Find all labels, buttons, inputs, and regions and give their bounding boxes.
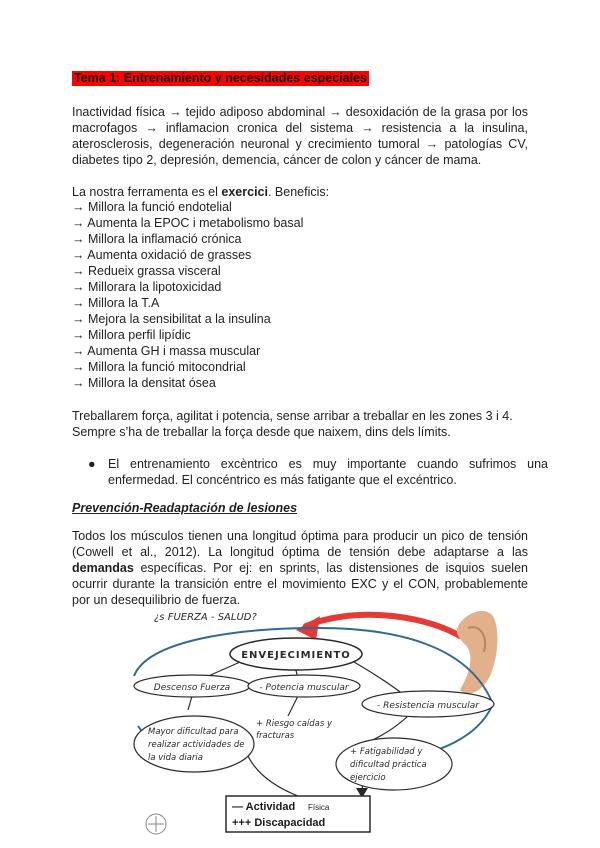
lesiones-after: específicas. Por ej: en sprints, las distensiones de isquios suelen ocurrir durante la transición entre el movimiento EXC y el CON, probablemente por un desequilibrio de fuerza. <box>72 561 528 607</box>
benefits-lead-before: La nostra ferramenta es el <box>72 185 222 199</box>
flexed-arm-icon <box>457 611 498 694</box>
benefits-lead-after: . Beneficis: <box>267 185 330 199</box>
benefit-item: → Millorara la lipotoxicidad <box>72 280 222 294</box>
benefit-item: → Mejora la sensibilitat a la insulina <box>72 312 271 326</box>
center-node-label: ENVEJECIMIENTO <box>241 650 351 661</box>
lesiones-bold: demandas <box>72 561 134 575</box>
intro-paragraph: Inactividad física → tejido adiposo abdominal → desoxidación de la grasa por los macrofagos → inflamacion cronica del sistema → resistencia a la insulina, aterosclerosis, degeneración neuronal y crecimiento tumoral → patologías CV, diabetes tipo 2, depresión, demencia, cáncer de colon y cáncer de mama. <box>72 105 528 167</box>
result-activity-label: — Actividad <box>232 801 296 813</box>
difficulty-line-3: la vida diaria <box>148 753 204 763</box>
diagram-question: ¿s FUERZA - SALUD? <box>154 612 257 623</box>
difficulty-line-1: Mayor dificultad para <box>148 727 239 737</box>
difficulty-line-2: realizar actividades de <box>148 740 245 750</box>
fatigue-line-1: + Fatigabilidad y <box>350 747 423 757</box>
benefit-item: → Millora la densitat ósea <box>72 376 216 390</box>
lesiones-paragraph <box>72 528 528 608</box>
stamp-icon <box>146 814 166 834</box>
fatigue-line-3: ejercicio <box>350 773 386 783</box>
bullet-text: El entrenamiento excèntrico es muy importante cuando sufrimos una enfermedad. El concéntrico es más fatigante que el excéntrico. <box>108 457 548 487</box>
fatigue-line-2: dificultad práctica <box>350 760 427 770</box>
aging-diagram-svg <box>128 606 500 842</box>
benefit-item: → Millora la inflamació crónica <box>72 232 242 246</box>
risk-line-1: + Riesgo caídas y <box>256 719 333 729</box>
benefits-list <box>72 199 303 391</box>
bullet-dot: ● <box>88 457 96 471</box>
training-paragraph: Treballarem força, agilitat i potencia, sense arribar a treballar en les zones 3 i 4. Sempre s’ha de treballar la força desde que naixem, dins dels límits. <box>72 409 513 439</box>
section-heading: Prevención-Readaptación de lesiones <box>72 501 298 515</box>
benefit-item: → Millora perfil lipídic <box>72 328 191 342</box>
result-activity-small: Física <box>308 803 330 812</box>
middle-node-label: - Potencia muscular <box>259 683 349 693</box>
benefit-item: → Millora la funció mitocondrial <box>72 360 246 374</box>
benefit-item: → Aumenta GH i massa muscular <box>72 344 261 358</box>
bullet-item <box>88 456 548 488</box>
page-title: Tema 1: Entrenamiento y necesidades especiales <box>74 71 367 85</box>
benefit-item: → Aumenta la EPOC i metabolismo basal <box>72 216 304 230</box>
benefits-lead-bold: exercici <box>221 185 268 199</box>
benefit-item: → Aumenta oxidació de grasses <box>72 248 252 262</box>
risk-line-2: fracturas <box>256 731 295 741</box>
right-node-label: - Resistencia muscular <box>377 701 479 711</box>
result-disability-label: +++ Discapacidad <box>232 817 326 829</box>
benefits-lead <box>72 184 528 200</box>
left-node-label: Descenso Fuerza <box>153 683 231 693</box>
aging-diagram <box>128 606 500 842</box>
lesiones-before: Todos los músculos tienen una longitud óptima para producir un pico de tensión (Cowell et al., 2012). La longitud óptima de tensión debe adaptarse a las <box>72 529 528 559</box>
benefit-item: → Millora la funció endotelial <box>72 200 232 214</box>
benefit-item: → Millora la T.A <box>72 296 160 310</box>
benefit-item: → Redueix grassa visceral <box>72 264 221 278</box>
